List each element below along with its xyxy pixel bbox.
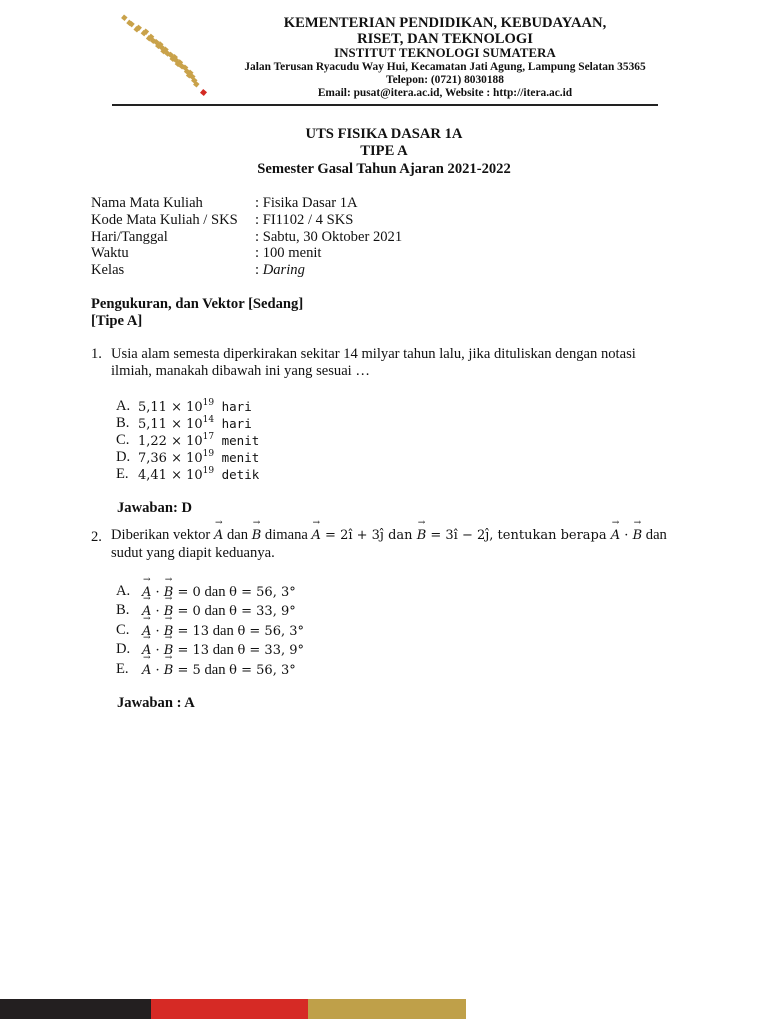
- vector-a: → A: [142, 585, 151, 600]
- dot-product-value: = 13: [173, 643, 210, 658]
- vector-a: → A: [142, 624, 151, 639]
- question-2-option-value: [142, 662, 296, 679]
- angle-value: θ = 33, 9°: [237, 643, 304, 658]
- question-1-option-letter: D.: [116, 449, 131, 465]
- vector-a: → A: [312, 528, 321, 543]
- option-exponent: 19: [202, 449, 215, 459]
- logo-tile: [121, 14, 127, 20]
- option-unit: detik: [214, 467, 260, 482]
- question-2-option-letter: C.: [116, 622, 130, 638]
- ministry-name-line1: KEMENTERIAN PENDIDIKAN, KEBUDAYAAN,: [283, 15, 607, 31]
- ministry-name-line2: RISET, DAN TEKNOLOGI: [357, 31, 533, 47]
- angle-value: θ = 56, 3°: [229, 585, 296, 600]
- option-exponent: 17: [202, 432, 215, 442]
- info-value-duration: : 100 menit: [255, 245, 322, 261]
- option-mantissa: 4,41 × 10: [138, 468, 203, 483]
- info-label-course-name: Nama Mata Kuliah: [91, 195, 203, 211]
- angle-value: θ = 56, 3°: [237, 624, 304, 639]
- q2-text-part: dan: [642, 527, 667, 543]
- vector-a: → A: [142, 663, 151, 678]
- institute-address: Jalan Terusan Ryacudu Way Hui, Kecamatan Jati Agung, Lampung Selatan 35365: [244, 61, 646, 73]
- institute-phone: Telepon: (0721) 8030188: [386, 74, 504, 86]
- header-divider: [112, 104, 658, 106]
- option-conjunction: dan: [209, 623, 238, 639]
- vector-b: → B: [164, 585, 174, 600]
- vector-b: → B: [633, 528, 643, 543]
- question-1-text-line2: ilmiah, manakah dibawah ini yang sesuai …: [111, 363, 370, 379]
- vector-b: → B: [164, 643, 174, 658]
- dot-operator: ·: [151, 585, 164, 600]
- option-conjunction: dan: [209, 642, 238, 658]
- option-conjunction: dan: [200, 584, 230, 600]
- option-exponent: 14: [202, 415, 215, 425]
- q2-text-part: dan: [223, 527, 252, 543]
- footer-color-bar: [0, 999, 466, 1019]
- q2-text-part: Diberikan vektor: [111, 527, 214, 543]
- info-value-course-code: : FI1102 / 4 SKS: [255, 212, 354, 228]
- institute-contact: Email: pusat@itera.ac.id, Website : http://itera.ac.id: [317, 87, 573, 99]
- question-1-option-value: [138, 467, 259, 483]
- option-unit: menit: [214, 433, 260, 448]
- vector-a: → A: [214, 528, 223, 543]
- vector-b: → B: [417, 528, 427, 543]
- institute-name: INSTITUT TEKNOLOGI SUMATERA: [334, 46, 556, 60]
- question-2-option-letter: E.: [116, 661, 129, 677]
- option-mantissa: 1,22 × 10: [138, 434, 203, 449]
- option-conjunction: dan: [200, 662, 230, 678]
- question-2-number: 2.: [91, 529, 102, 545]
- question-1-option-letter: B.: [116, 415, 130, 431]
- info-value-class: [255, 262, 305, 279]
- option-unit: menit: [214, 450, 260, 465]
- option-exponent: 19: [202, 398, 215, 408]
- info-label-class: Kelas: [91, 262, 125, 278]
- exam-type: TIPE A: [360, 143, 408, 159]
- dot-product-value: = 0: [173, 604, 201, 619]
- question-2-text-line2: sudut yang diapit keduanya.: [111, 545, 275, 561]
- question-1-option-value: [138, 450, 259, 466]
- q2-text-part: dimana: [261, 527, 312, 543]
- footer-black-segment: [0, 999, 151, 1019]
- vector-a: → A: [611, 528, 620, 543]
- info-label-course-code: Kode Mata Kuliah / SKS: [91, 212, 238, 228]
- option-unit: hari: [214, 416, 252, 431]
- exam-semester: Semester Gasal Tahun Ajaran 2021-2022: [257, 161, 511, 177]
- footer-gold-segment: [308, 999, 466, 1019]
- info-label-duration: Waktu: [91, 245, 129, 261]
- vector-a: → A: [142, 643, 151, 658]
- info-value-class-prefix: :: [255, 262, 263, 278]
- section-type: [Tipe A]: [91, 313, 143, 329]
- vector-b: → B: [164, 604, 174, 619]
- option-unit: hari: [214, 399, 252, 414]
- vector-b: → B: [164, 663, 174, 678]
- question-1-text-line1: Usia alam semesta diperkirakan sekitar 14 milyar tahun lalu, jika dituliskan dengan notasi: [111, 346, 636, 362]
- dot-product-value: = 5: [173, 663, 201, 678]
- dot-product-value: = 0: [173, 585, 201, 600]
- question-2-option-letter: A.: [116, 583, 131, 599]
- info-value-course-name: : Fisika Dasar 1A: [255, 195, 358, 211]
- option-mantissa: 5,11 × 10: [138, 417, 203, 432]
- vector-b: → B: [164, 624, 174, 639]
- question-1-option-letter: A.: [116, 398, 131, 414]
- vector-a: → A: [142, 604, 151, 619]
- section-heading: Pengukuran, dan Vektor [Sedang]: [91, 296, 304, 312]
- exam-title: UTS FISIKA DASAR 1A: [305, 126, 463, 142]
- option-mantissa: 5,11 × 10: [138, 400, 203, 415]
- dot-operator: ·: [620, 528, 633, 543]
- dot-operator: ·: [151, 624, 164, 639]
- info-value-class-mode: Daring: [262, 262, 305, 278]
- question-1-option-value: [138, 399, 252, 415]
- question-1-option-letter: C.: [116, 432, 130, 448]
- option-conjunction: dan: [200, 603, 230, 619]
- angle-value: θ = 56, 3°: [229, 663, 296, 678]
- vector-b: → B: [252, 528, 262, 543]
- angle-value: θ = 33, 9°: [229, 604, 296, 619]
- vector-b-definition: = 3î − 2ĵ, tentukan berapa: [426, 528, 611, 543]
- question-2-answer: Jawaban : A: [117, 695, 195, 711]
- info-value-date: : Sabtu, 30 Oktober 2021: [255, 229, 403, 245]
- question-1-option-value: [138, 433, 259, 449]
- question-2-option-letter: D.: [116, 641, 131, 657]
- info-label-date: Hari/Tanggal: [91, 229, 168, 245]
- option-mantissa: 7,36 × 10: [138, 451, 203, 466]
- question-1-number: 1.: [91, 346, 102, 362]
- question-2-text-line1: [111, 527, 667, 544]
- vector-a-definition: = 2î + 3ĵ dan: [320, 528, 417, 543]
- dot-operator: ·: [151, 663, 164, 678]
- question-1-answer: Jawaban: D: [117, 500, 193, 516]
- question-2-option-letter: B.: [116, 602, 130, 618]
- dot-product-value: = 13: [173, 624, 210, 639]
- footer-red-segment: [151, 999, 308, 1019]
- question-1-option-letter: E.: [116, 466, 129, 482]
- itera-logo-icon: [116, 14, 212, 98]
- question-1-option-value: [138, 416, 252, 432]
- option-exponent: 19: [202, 466, 215, 476]
- dot-operator: ·: [151, 604, 164, 619]
- dot-operator: ·: [151, 643, 164, 658]
